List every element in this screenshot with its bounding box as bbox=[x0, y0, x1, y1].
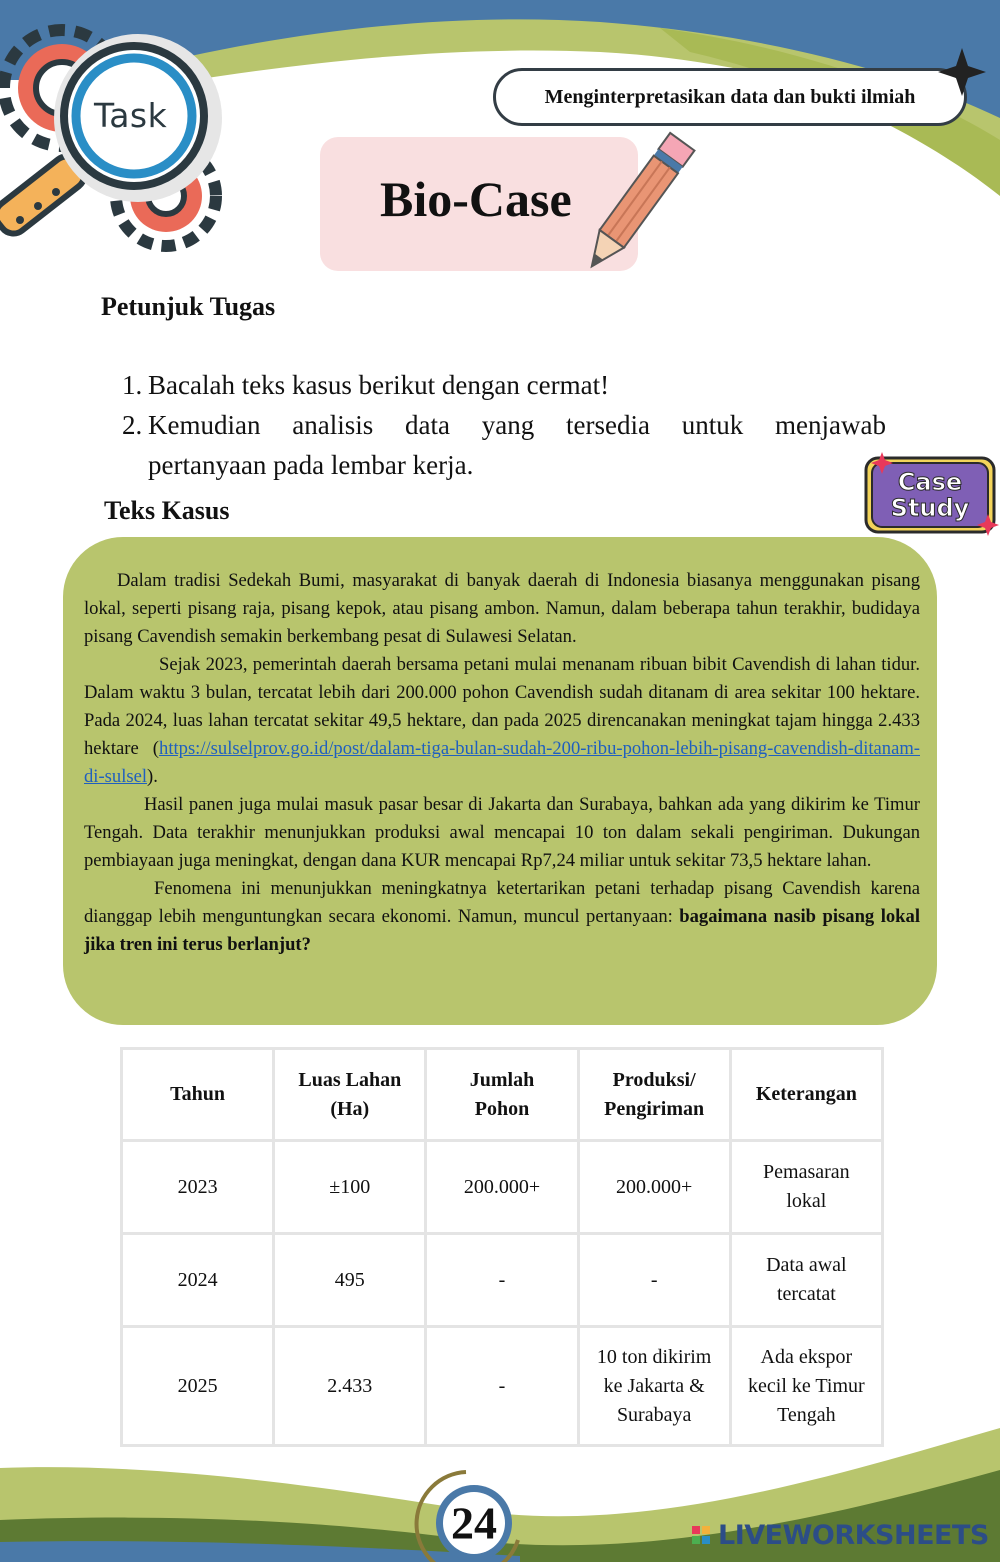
case-study-line2: Study bbox=[890, 494, 970, 522]
cell-luas: 495 bbox=[274, 1234, 426, 1327]
case-paragraph: Hasil panen juga mulai masuk pasar besar di Jakarta dan Surabaya, bahkan ada yang dikirim ke Timur Tengah. Data terakhir menunjukkan produksi awal mencapai 10 ton dalam sekali pengiriman. Dukungan pembiayaan juga meningkat, dengan dana KUR mencapai Rp7,24 miliar untuk sekitar 73,5 hektare lahan. bbox=[84, 794, 920, 871]
instructions-heading: Petunjuk Tugas bbox=[101, 292, 276, 321]
case-paragraph: Sejak 2023, pemerintah daerah bersama petani mulai menanam ribuan bibit Cavendish di lahan tidur. Dalam waktu 3 bulan, tercatat lebih dari 200.000 pohon Cavendish sudah ditanam di area sekitar 100 hektare. Pada 2024, luas lahan tercatat sekitar 49,5 hektare, dan pada 2025 direncanakan meningkat tajam hingga 2.433 hektare (https://sulselprov.go.id/post/dalam-tiga-bulan-sudah-200-ribu-pohon-lebih-pisang-cavendish-ditanam-di-sulsel). bbox=[84, 654, 920, 787]
item-text: Kemudian analisis data yang tersedia untuk menjawab bbox=[148, 410, 886, 440]
column-header: Tahun bbox=[122, 1049, 274, 1141]
column-header: Produksi/ Pengiriman bbox=[578, 1049, 730, 1141]
cell-produksi: 10 ton dikirim ke Jakarta & Surabaya bbox=[578, 1327, 730, 1446]
task-label: Task bbox=[94, 96, 168, 135]
cell-produksi: 200.000+ bbox=[578, 1141, 730, 1234]
column-header: Luas Lahan (Ha) bbox=[274, 1049, 426, 1141]
cell-keterangan: Pemasaran lokal bbox=[730, 1141, 882, 1234]
item-number: 1. bbox=[122, 370, 143, 400]
item-text: pertanyaan pada lembar kerja. bbox=[148, 450, 474, 480]
cell-tahun: 2023 bbox=[122, 1141, 274, 1234]
skill-badge: Menginterpretasikan data dan bukti ilmiah bbox=[493, 68, 967, 126]
case-question: bagaimana nasib pisang lokal jika tren ini terus berlanjut? bbox=[84, 906, 920, 955]
case-study-line1: Case bbox=[897, 468, 963, 496]
cell-pohon: 200.000+ bbox=[426, 1141, 578, 1234]
column-header: Keterangan bbox=[730, 1049, 882, 1141]
case-paragraph: Fenomena ini menunjukkan meningkatnya ketertarikan petani terhadap pisang Cavendish karena dianggap lebih menguntungkan secara ekonomi. Namun, muncul pertanyaan: bagaimana nasib pisang lokal jika tren ini terus berlanjut? bbox=[84, 878, 920, 955]
source-link[interactable]: https://sulselprov.go.id/post/dalam-tiga-bulan-sudah-200-ribu-pohon-lebih-pisang-cavendish-ditanam-di-sulsel bbox=[84, 738, 920, 787]
cell-tahun: 2024 bbox=[122, 1234, 274, 1327]
page-number: 24 bbox=[451, 1497, 497, 1549]
cell-pohon: - bbox=[426, 1234, 578, 1327]
cell-keterangan: Data awal tercatat bbox=[730, 1234, 882, 1327]
item-number: 2. bbox=[122, 410, 143, 440]
cell-produksi: - bbox=[578, 1234, 730, 1327]
page-title: Bio-Case bbox=[380, 171, 572, 227]
cell-luas: 2.433 bbox=[274, 1327, 426, 1446]
cell-tahun: 2025 bbox=[122, 1327, 274, 1446]
column-header: Jumlah Pohon bbox=[426, 1049, 578, 1141]
cell-luas: ±100 bbox=[274, 1141, 426, 1234]
brand-logo-text: LIVEWORKSHEETS bbox=[718, 1520, 989, 1551]
item-text: Bacalah teks kasus berikut dengan cermat! bbox=[148, 370, 610, 400]
case-paragraph: Dalam tradisi Sedekah Bumi, masyarakat di banyak daerah di Indonesia biasanya menggunakan pisang lokal, seperti pisang raja, pisang kepok, atau pisang ambon. Namun, dalam beberapa tahun terakhir, budidaya pisang Cavendish semakin berkembang pesat di Sulawesi Selatan. bbox=[84, 570, 920, 647]
case-heading: Teks Kasus bbox=[104, 496, 230, 525]
cell-keterangan: Ada ekspor kecil ke Timur Tengah bbox=[730, 1327, 882, 1446]
cell-pohon: - bbox=[426, 1327, 578, 1446]
